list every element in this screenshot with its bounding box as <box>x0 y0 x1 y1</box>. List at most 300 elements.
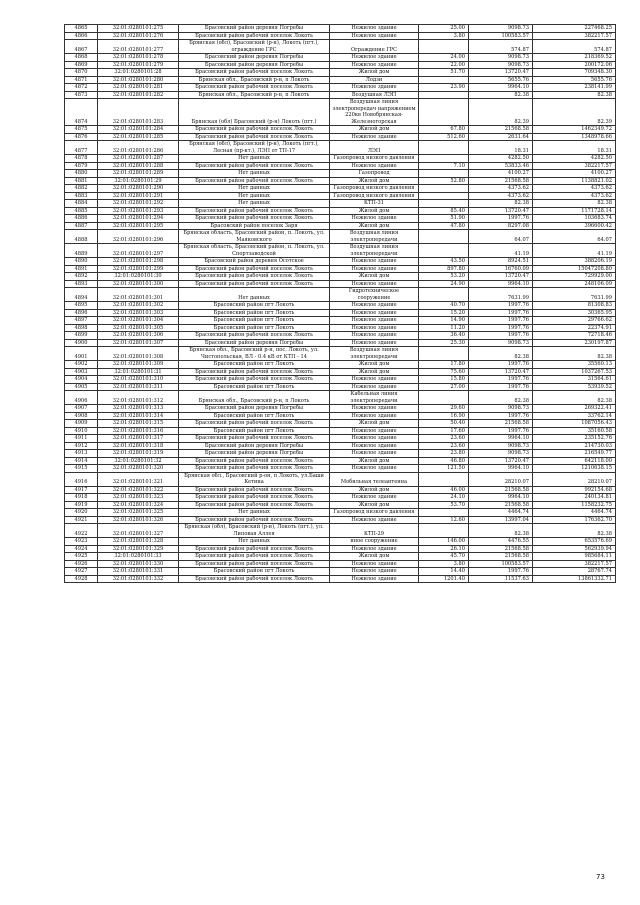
cell-cadastral-value: 1210638.15 <box>533 465 616 473</box>
cell-cadastral-value: 4373.62 <box>533 192 616 200</box>
cell-cadastral-value: 248106.09 <box>533 280 616 288</box>
table-row <box>65 265 616 273</box>
table-row <box>65 368 616 376</box>
cell-unit-value: 4282.50 <box>469 155 533 163</box>
cell-unit-value: 1997.76 <box>469 215 533 223</box>
cell-row-index: 4907 <box>65 405 98 413</box>
cell-cadastral-value: 709348.30 <box>533 69 616 77</box>
cell-address: Брасовский район деревня Погребы <box>179 339 330 347</box>
cell-cadastral-value: 382217.57 <box>533 560 616 568</box>
cell-unit-value: 13997.04 <box>469 516 533 524</box>
cell-object-type: Жилой дом <box>330 368 419 376</box>
cell-cadastral-value: 4373.62 <box>533 185 616 193</box>
cell-address: Брянская (обл) Брасовский (р-н) Локоть (пгт.) <box>179 99 330 126</box>
cell-row-index: 4899 <box>65 332 98 340</box>
table-row <box>65 288 616 302</box>
cell-address: Нет данных <box>179 538 330 546</box>
cell-area: 23.60 <box>419 442 469 450</box>
cell-cadastral-value: 64.07 <box>533 230 616 244</box>
cell-object-type: Воздушная линия электропередачи <box>330 347 419 361</box>
table-row <box>65 141 616 155</box>
cell-address: Брянская обл., Брасовский р-н, п Локоть <box>179 76 330 84</box>
cell-cadastral-value: 992154.68 <box>533 486 616 494</box>
cell-object-type: Жилой дом <box>330 207 419 215</box>
table-row <box>65 207 616 215</box>
cell-area: 17.60 <box>419 427 469 435</box>
cell-object-type: Жилой дом <box>330 486 419 494</box>
cell-address: Брасовский район рабочий поселок Локоть <box>179 516 330 524</box>
cell-cadastral-number: 32:01:0280101:28 <box>98 69 179 77</box>
cell-address: Брасовский район пгт Локоть <box>179 361 330 369</box>
cell-row-index: 4917 <box>65 486 98 494</box>
cell-row-index: 4874 <box>65 99 98 126</box>
cell-area <box>419 472 469 486</box>
cell-unit-value: 574.87 <box>469 40 533 54</box>
cell-cadastral-value: 269322.41 <box>533 405 616 413</box>
cell-row-index: 4887 <box>65 222 98 230</box>
cell-object-type: Нежилое здание <box>330 54 419 62</box>
cell-unit-value: 7631.99 <box>469 288 533 302</box>
cell-object-type: иное сооружение <box>330 538 419 546</box>
cell-area <box>419 40 469 54</box>
cell-cadastral-number: 32:01:0280101:330 <box>98 560 179 568</box>
cell-area: 53.20 <box>419 273 469 281</box>
table-row <box>65 192 616 200</box>
cell-cadastral-number: 32:01:0280101:290 <box>98 185 179 193</box>
cell-address: Брасовский район деревня Осотское <box>179 258 330 266</box>
cell-area <box>419 76 469 84</box>
cell-unit-value: 9098.73 <box>469 25 533 33</box>
cell-cadastral-value: 227468.25 <box>533 25 616 33</box>
cell-object-type: Нежилое здание <box>330 516 419 524</box>
cell-cadastral-value: 1087056.43 <box>533 420 616 428</box>
cell-unit-value: 5655.76 <box>469 76 533 84</box>
cell-area: 24.00 <box>419 54 469 62</box>
cell-cadastral-number: 32:01:0280101:288 <box>98 162 179 170</box>
table-row <box>65 222 616 230</box>
table-row <box>65 383 616 391</box>
cell-cadastral-number: 32:01:0280101:293 <box>98 207 179 215</box>
cell-row-index: 4897 <box>65 317 98 325</box>
cell-cadastral-value: 82.39 <box>533 99 616 126</box>
cell-row-index: 4885 <box>65 207 98 215</box>
cell-address: Брасовский район рабочий поселок Локоть <box>179 207 330 215</box>
cell-unit-value: 1997.76 <box>469 302 533 310</box>
cell-cadastral-number: 32:01:0280101:281 <box>98 84 179 92</box>
cell-area: 23.60 <box>419 435 469 443</box>
cell-object-type: Нежилое здание <box>330 560 419 568</box>
cell-row-index: 4896 <box>65 309 98 317</box>
cell-address: Брасовский район рабочий поселок Локоть <box>179 177 330 185</box>
cell-cadastral-number: 32:01:0280101:295 <box>98 222 179 230</box>
cell-cadastral-number: 32:01:0280101:291 <box>98 192 179 200</box>
cell-row-index: 4909 <box>65 420 98 428</box>
cell-cadastral-number: 32:01:0280101:29 <box>98 177 179 185</box>
cell-address: Брасовский район рабочий поселок Локоть <box>179 84 330 92</box>
cell-cadastral-value: 1158232.75 <box>533 501 616 509</box>
cell-cadastral-number: 32:01:0280101:283 <box>98 99 179 126</box>
cell-row-index: 4923 <box>65 538 98 546</box>
cell-object-type: Жилой дом <box>330 222 419 230</box>
cell-area: 26.10 <box>419 545 469 553</box>
cell-area: 1201.40 <box>419 575 469 583</box>
cell-unit-value: 4464.74 <box>469 509 533 517</box>
cell-area: 121.50 <box>419 465 469 473</box>
cell-object-type: Нежилое здание <box>330 545 419 553</box>
cell-unit-value: 21568.58 <box>469 553 533 561</box>
cell-cadastral-value: 72718.46 <box>533 332 616 340</box>
cell-object-type: Газопровод низкого давления <box>330 155 419 163</box>
cell-object-type: Жилой дом <box>330 553 419 561</box>
table-body <box>65 25 616 583</box>
cell-unit-value: 100583.57 <box>469 560 533 568</box>
cell-unit-value: 9098.73 <box>469 54 533 62</box>
cell-object-type: Нежилое здание <box>330 162 419 170</box>
cell-address: Брасовский район рабочий поселок Локоть <box>179 545 330 553</box>
cell-cadastral-number: 32:01:0280101:304 <box>98 317 179 325</box>
cell-area: 17.80 <box>419 361 469 369</box>
cell-area: 85.40 <box>419 207 469 215</box>
cell-cadastral-number: 32:01:0280101:30 <box>98 273 179 281</box>
cell-area <box>419 347 469 361</box>
cell-address: Брасовский район поселок Заря <box>179 222 330 230</box>
cell-object-type: Нежилое здание <box>330 265 419 273</box>
cell-unit-value: 9098.73 <box>469 442 533 450</box>
cell-cadastral-number: 32:01:0280101:297 <box>98 244 179 258</box>
cell-cadastral-number: 32:01:0280101:317 <box>98 435 179 443</box>
cell-unit-value: 1997.76 <box>469 376 533 384</box>
cell-area: 51.70 <box>419 69 469 77</box>
table-row <box>65 494 616 502</box>
cell-area <box>419 192 469 200</box>
cell-cadastral-value: 729929.00 <box>533 273 616 281</box>
table-row <box>65 553 616 561</box>
cell-area: 47.80 <box>419 222 469 230</box>
cell-row-index: 4876 <box>65 133 98 141</box>
cell-address: Брасовский район рабочий поселок Локоть <box>179 501 330 509</box>
cell-cadastral-number: 32:01:0280101:301 <box>98 288 179 302</box>
property-register-table <box>64 24 616 583</box>
cell-unit-value: 82.39 <box>469 99 533 126</box>
cell-row-index: 4911 <box>65 435 98 443</box>
cell-cadastral-value: 4464.74 <box>533 509 616 517</box>
cell-address: Брасовский район рабочий поселок Локоть <box>179 420 330 428</box>
table-row <box>65 177 616 185</box>
table-row <box>65 244 616 258</box>
table-row <box>65 185 616 193</box>
cell-row-index: 4912 <box>65 442 98 450</box>
table-row <box>65 361 616 369</box>
cell-row-index: 4904 <box>65 376 98 384</box>
cell-address: Брасовский район рабочий поселок Локоть <box>179 133 330 141</box>
cell-cadastral-number: 32:01:0280101:300 <box>98 280 179 288</box>
cell-row-index: 4900 <box>65 339 98 347</box>
table-row <box>65 501 616 509</box>
cell-cadastral-value: 41.19 <box>533 244 616 258</box>
cell-unit-value: 53833.46 <box>469 162 533 170</box>
cell-object-type: Жилой дом <box>330 501 419 509</box>
cell-unit-value: 11537.63 <box>469 575 533 583</box>
cell-cadastral-value: 382217.57 <box>533 162 616 170</box>
cell-cadastral-value: 214730.03 <box>533 442 616 450</box>
cell-address: Брасовский район рабочий поселок Локоть <box>179 273 330 281</box>
table-row <box>65 524 616 538</box>
table-row <box>65 280 616 288</box>
cell-address: Брасовский район пгт Локоть <box>179 412 330 420</box>
cell-cadastral-value: 33762.14 <box>533 412 616 420</box>
cell-row-index: 4903 <box>65 368 98 376</box>
cell-row-index: 4918 <box>65 494 98 502</box>
cell-area <box>419 141 469 155</box>
cell-cadastral-number: 32:01:0280101:331 <box>98 568 179 576</box>
table-row <box>65 54 616 62</box>
table-row <box>65 200 616 208</box>
table-row <box>65 420 616 428</box>
cell-row-index: 4905 <box>65 383 98 391</box>
cell-cadastral-number: 32:01:0280101:320 <box>98 465 179 473</box>
cell-area <box>419 185 469 193</box>
cell-cadastral-number: 32:01:0280101:311 <box>98 383 179 391</box>
cell-address: Брасовский район рабочий поселок Локоть <box>179 560 330 568</box>
cell-cadastral-value: 1462349.72 <box>533 126 616 134</box>
cell-area: 11.20 <box>419 324 469 332</box>
cell-object-type: Нежилое здание <box>330 32 419 40</box>
cell-area <box>419 200 469 208</box>
cell-unit-value: 13720.47 <box>469 207 533 215</box>
table-row <box>65 538 616 546</box>
cell-area <box>419 170 469 178</box>
table-row <box>65 317 616 325</box>
cell-object-type: Гидротехническое сооружение <box>330 288 419 302</box>
cell-area <box>419 288 469 302</box>
cell-unit-value: 1997.76 <box>469 332 533 340</box>
cell-area: 15.20 <box>419 309 469 317</box>
cell-address: Брасовский район рабочий поселок Локоть <box>179 575 330 583</box>
cell-row-index: 4875 <box>65 126 98 134</box>
cell-row-index: 4925 <box>65 553 98 561</box>
cell-cadastral-number: 32:01:0280101:326 <box>98 516 179 524</box>
table-row <box>65 509 616 517</box>
cell-area: 51.90 <box>419 215 469 223</box>
table-row <box>65 91 616 99</box>
cell-unit-value: 8924.51 <box>469 258 533 266</box>
table-row <box>65 273 616 281</box>
cell-area: 14.40 <box>419 568 469 576</box>
table-row <box>65 61 616 69</box>
cell-row-index: 4921 <box>65 516 98 524</box>
cell-object-type: Газопровод низкого давления <box>330 192 419 200</box>
cell-address: Брасовский район рабочий поселок Локоть <box>179 376 330 384</box>
cell-cadastral-number: 32:01:0280101:285 <box>98 133 179 141</box>
cell-object-type: Нежилое здание <box>330 324 419 332</box>
cell-area <box>419 155 469 163</box>
table-row <box>65 391 616 405</box>
cell-unit-value: 9964.10 <box>469 465 533 473</box>
table-row <box>65 560 616 568</box>
cell-area: 46.80 <box>419 457 469 465</box>
cell-area: 25.30 <box>419 339 469 347</box>
cell-address: Брасовский район рабочий поселок Локоть <box>179 553 330 561</box>
cell-cadastral-value: 82.38 <box>533 347 616 361</box>
cell-area: 23.80 <box>419 450 469 458</box>
cell-row-index: 4894 <box>65 288 98 302</box>
cell-cadastral-value: 218369.52 <box>533 54 616 62</box>
table-row <box>65 133 616 141</box>
cell-area <box>419 509 469 517</box>
cell-object-type: Нежилое здание <box>330 258 419 266</box>
cell-cadastral-value: 81308.83 <box>533 302 616 310</box>
cell-row-index: 4898 <box>65 324 98 332</box>
cell-object-type: Нежилое здание <box>330 215 419 223</box>
cell-object-type: Газопровод низкого давления <box>330 185 419 193</box>
cell-unit-value: 28210.07 <box>469 472 533 486</box>
cell-row-index: 4866 <box>65 32 98 40</box>
cell-cadastral-number: 32:01:0280101:292 <box>98 200 179 208</box>
cell-area: 14.90 <box>419 317 469 325</box>
cell-cadastral-number: 32:01:0280101:303 <box>98 309 179 317</box>
cell-area: 52.80 <box>419 177 469 185</box>
table-row <box>65 465 616 473</box>
cell-area: 897.80 <box>419 265 469 273</box>
cell-area: 23.90 <box>419 84 469 92</box>
cell-area: 24.10 <box>419 494 469 502</box>
cell-address: Брянская обл., Брасовский р-он, п Локоть, ул.Баши Кетина <box>179 472 330 486</box>
cell-cadastral-value: 985684.11 <box>533 553 616 561</box>
cell-row-index: 4920 <box>65 509 98 517</box>
cell-row-index: 4915 <box>65 465 98 473</box>
cell-address: Брасовский район пгт Локоть <box>179 324 330 332</box>
cell-object-type: Нежилое здание <box>330 575 419 583</box>
cell-cadastral-number: 32:01:0280101:289 <box>98 170 179 178</box>
cell-cadastral-value: 30365.95 <box>533 309 616 317</box>
cell-row-index: 4883 <box>65 192 98 200</box>
cell-row-index: 4873 <box>65 91 98 99</box>
cell-unit-value: 21568.58 <box>469 177 533 185</box>
cell-address: Нет данных <box>179 155 330 163</box>
table-row <box>65 412 616 420</box>
cell-area: 16.90 <box>419 412 469 420</box>
table-row <box>65 155 616 163</box>
table-row <box>65 126 616 134</box>
cell-row-index: 4869 <box>65 61 98 69</box>
cell-row-index: 4926 <box>65 560 98 568</box>
cell-row-index: 4891 <box>65 265 98 273</box>
table-row <box>65 450 616 458</box>
cell-object-type: Лодзи <box>330 76 419 84</box>
cell-unit-value: 9964.10 <box>469 84 533 92</box>
cell-unit-value: 82.38 <box>469 91 533 99</box>
cell-object-type: Нежилое здание <box>330 84 419 92</box>
cell-cadastral-value: 200172.06 <box>533 61 616 69</box>
cell-cadastral-number: 32:01:0280101:275 <box>98 25 179 33</box>
cell-object-type: Нежилое здание <box>330 61 419 69</box>
cell-object-type: Жилой дом <box>330 361 419 369</box>
cell-cadastral-number: 32:01:0280101:278 <box>98 54 179 62</box>
cell-row-index: 4892 <box>65 273 98 281</box>
cell-address: Брасовский район пгт Локоть <box>179 427 330 435</box>
cell-address: Брасовский район рабочий поселок Локоть <box>179 368 330 376</box>
cell-object-type: Кабельная линия электропередачи <box>330 391 419 405</box>
cell-unit-value: 100583.57 <box>469 32 533 40</box>
cell-area: 29.60 <box>419 405 469 413</box>
cell-area: 12.60 <box>419 516 469 524</box>
cell-address: Брасовский район пгт Локоть <box>179 309 330 317</box>
cell-object-type: Нежилое здание <box>330 427 419 435</box>
cell-address: Брянская (обл), Брасовский (р-н), Локоть (пгт.), Лесная (пр-кт.), ЛЭП от ТП-17 <box>179 141 330 155</box>
cell-object-type: Нежилое здание <box>330 339 419 347</box>
cell-object-type: Нежилое здание <box>330 465 419 473</box>
cell-cadastral-number: 32:01:0280101:282 <box>98 91 179 99</box>
cell-row-index: 4868 <box>65 54 98 62</box>
cell-address: Брасовский район деревня Погребы <box>179 405 330 413</box>
cell-address: Нет данных <box>179 185 330 193</box>
cell-unit-value: 18.31 <box>469 141 533 155</box>
cell-unit-value: 4476.55 <box>469 538 533 546</box>
cell-row-index: 4888 <box>65 230 98 244</box>
cell-area <box>419 391 469 405</box>
cell-address: Брасовский район деревня Погребы <box>179 54 330 62</box>
cell-cadastral-value: 396600.42 <box>533 222 616 230</box>
table-row <box>65 302 616 310</box>
cell-cadastral-value: 1348978.66 <box>533 133 616 141</box>
cell-cadastral-number: 32:01:0280101:324 <box>98 501 179 509</box>
cell-cadastral-number: 32:01:0280101:312 <box>98 391 179 405</box>
cell-unit-value: 1997.76 <box>469 383 533 391</box>
cell-row-index: 4880 <box>65 170 98 178</box>
cell-area: 75.60 <box>419 368 469 376</box>
cell-object-type: Воздушная линия электропередачи <box>330 244 419 258</box>
cell-address: Нет данных <box>179 200 330 208</box>
cell-row-index: 4877 <box>65 141 98 155</box>
cell-row-index: 4908 <box>65 412 98 420</box>
table-row <box>65 405 616 413</box>
cell-address: Брянская обл., Брасовский р-н, п Локоть <box>179 391 330 405</box>
cell-cadastral-value: 240134.81 <box>533 494 616 502</box>
cell-cadastral-number: 32:01:0280101:31 <box>98 368 179 376</box>
cell-object-type: Нежилое здание <box>330 25 419 33</box>
cell-object-type: Нежилое здание <box>330 309 419 317</box>
cell-object-type: Нежилое здание <box>330 435 419 443</box>
cell-unit-value: 4373.62 <box>469 185 533 193</box>
cell-cadastral-number: 32:01:0280101:305 <box>98 324 179 332</box>
cell-address: Брасовский район рабочий поселок Локоть <box>179 265 330 273</box>
cell-row-index: 4913 <box>65 450 98 458</box>
cell-object-type: Нежилое здание <box>330 568 419 576</box>
cell-object-type: Нежилое здание <box>330 450 419 458</box>
cell-cadastral-number: 32:01:0280101:313 <box>98 405 179 413</box>
cell-cadastral-value: 562939.94 <box>533 545 616 553</box>
cell-object-type: Мобильная телеантенна <box>330 472 419 486</box>
cell-unit-value: 8297.08 <box>469 222 533 230</box>
cell-address: Нет данных <box>179 509 330 517</box>
cell-cadastral-number: 32:01:0280101:286 <box>98 141 179 155</box>
table-row <box>65 309 616 317</box>
cell-object-type: КТП-29 <box>330 524 419 538</box>
cell-unit-value: 9098.73 <box>469 61 533 69</box>
cell-cadastral-number: 32:01:0280101:323 <box>98 494 179 502</box>
cell-address: Брянская обл., Брасовский р-н, п Локоть <box>179 91 330 99</box>
cell-unit-value: 1997.76 <box>469 324 533 332</box>
cell-area <box>419 99 469 126</box>
cell-unit-value: 2631.64 <box>469 133 533 141</box>
cell-object-type: Нежилое здание <box>330 302 419 310</box>
cell-unit-value: 9964.10 <box>469 435 533 443</box>
cell-address: Брасовский район деревня Погребы <box>179 450 330 458</box>
cell-cadastral-value: 1171728.14 <box>533 207 616 215</box>
cell-area: 146.00 <box>419 538 469 546</box>
cell-object-type: Нежилое здание <box>330 280 419 288</box>
cell-area: 43.50 <box>419 258 469 266</box>
